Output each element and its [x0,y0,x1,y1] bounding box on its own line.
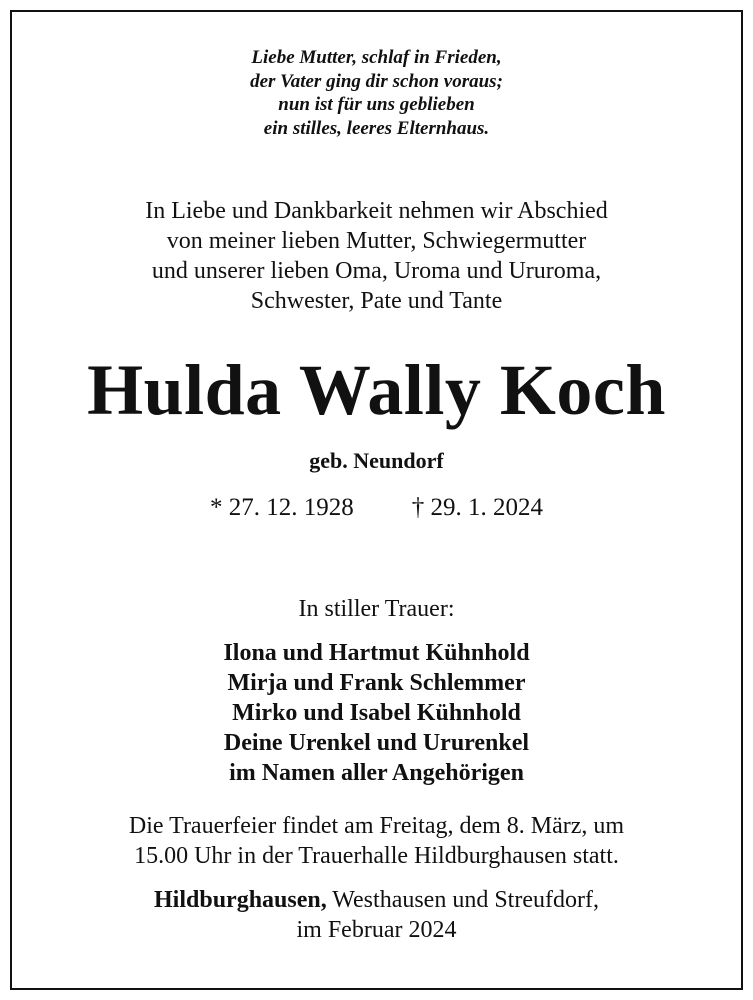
deceased-name: Hulda Wally Koch [87,350,666,430]
mourner-entry: Ilona und Hartmut Kühnhold [223,640,530,666]
mourner-entry: im Namen aller Angehörigen [229,760,524,786]
place-line [0,886,753,916]
intro-line: Schwester, Pate und Tante [250,288,503,314]
service-line: Die Trauerfeier findet am Freitag, dem 8. März, um [128,813,625,839]
poem-line: ein stilles, leeres Elternhaus. [263,117,490,139]
mourner-entry: Mirja und Frank Schlemmer [227,670,526,696]
death-date: † 29. 1. 2024 [411,494,543,521]
funeral-service-info [0,812,753,871]
mourning-label: In stiller Trauer: [298,596,455,622]
notice-date: im Februar 2024 [296,916,457,943]
intro-line: von meiner lieben Mutter, Schwiegermutter [166,228,587,254]
place-and-date [0,886,753,945]
maiden-name: geb. Neundorf [309,448,444,473]
poem-line: der Vater ging dir schon voraus; [250,70,503,92]
life-dates [0,490,753,526]
mourner-entry: Mirko und Isabel Kühnhold [232,700,521,726]
town-rest: Westhausen und Streufdorf, [326,887,599,913]
mourners-list [0,638,753,788]
poem-line: nun ist für uns geblieben [278,94,475,115]
service-line: 15.00 Uhr in der Trauerhalle Hildburghausen statt. [134,842,619,869]
memorial-poem [0,46,753,140]
intro-line: und unserer lieben Oma, Uroma und Ururoma, [151,258,602,284]
intro-line: In Liebe und Dankbarkeit nehmen wir Abschied [145,198,608,224]
birth-date: * 27. 12. 1928 [210,494,354,521]
town-name: Hildburghausen, [154,887,327,913]
mourner-entry: Deine Urenkel und Ururenkel [223,730,530,756]
poem-line: Liebe Mutter, schlaf in Frieden, [251,47,502,68]
farewell-intro [0,196,753,316]
